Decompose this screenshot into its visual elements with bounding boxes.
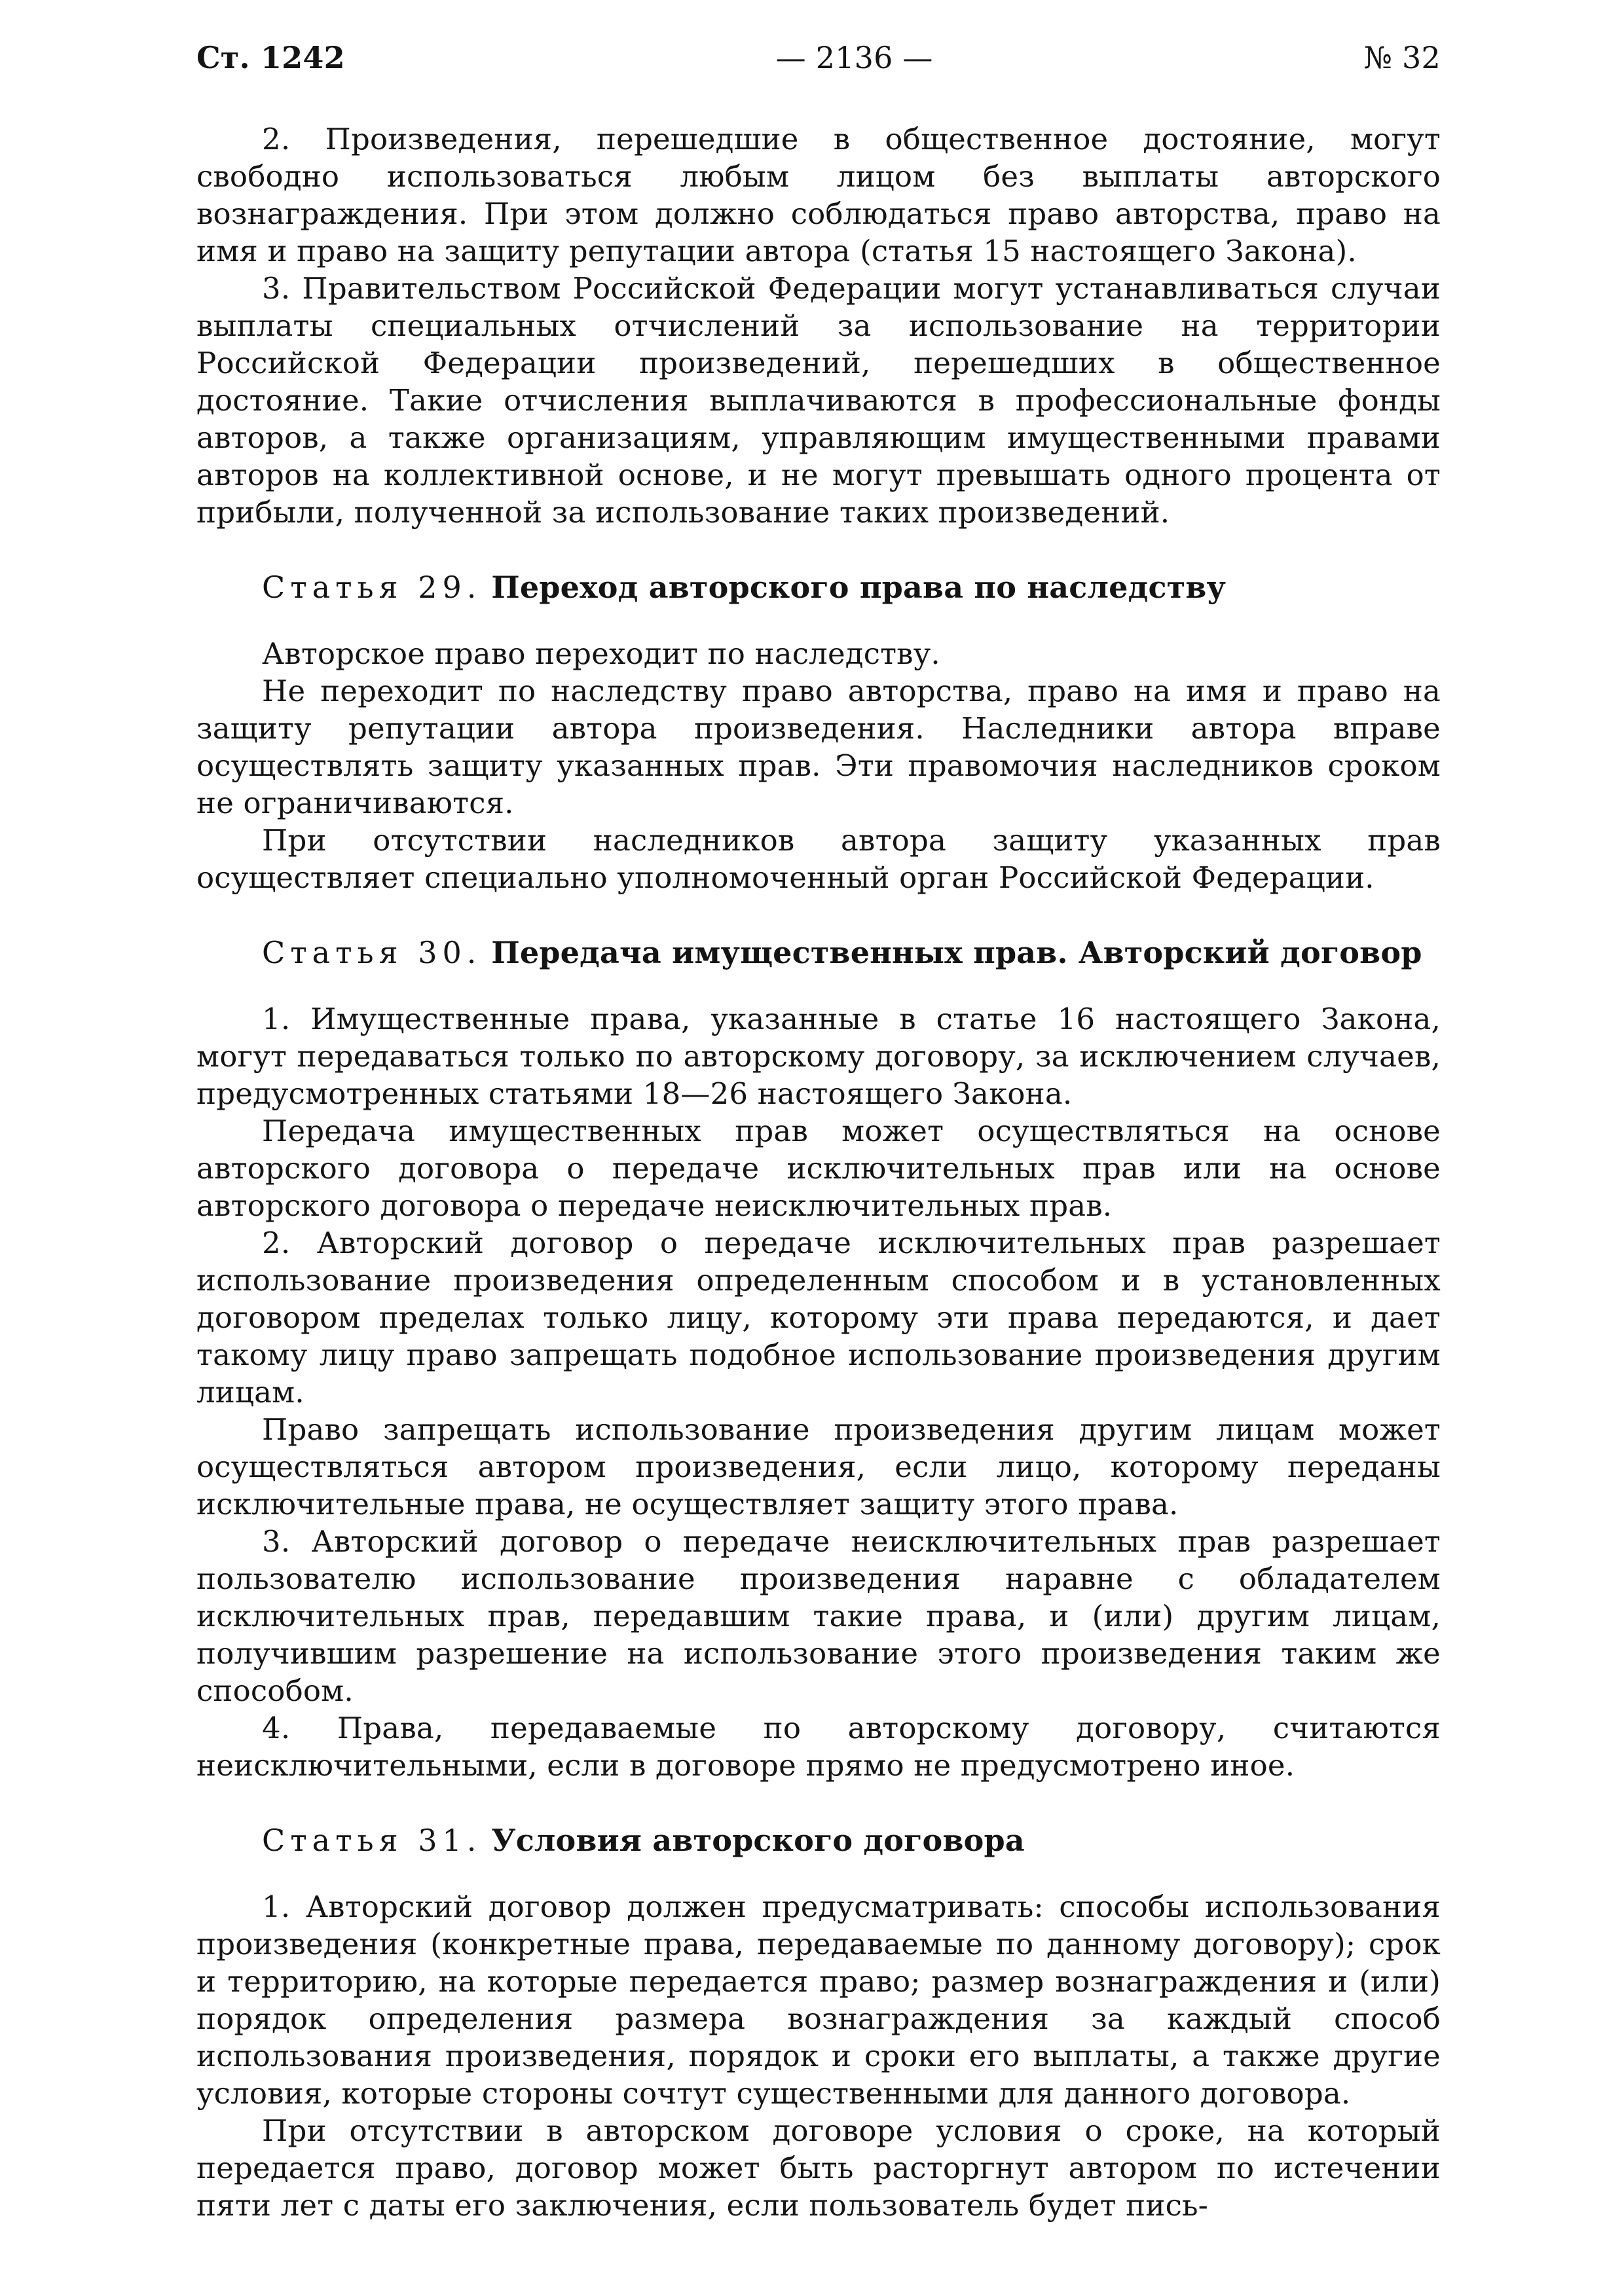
paragraph: 3. Авторский договор о передаче неисключительных прав разрешает пользователю использование произведения наравне с обладателем исключительных прав, передавшим такие права, и (или) другим лицам, получившим разрешение на использование этого произведения таким же способом. <box>196 1524 1441 1708</box>
paragraph: 2. Произведения, перешедшие в общественное достояние, могут свободно использоваться любым лицом без выплаты авторского вознаграждения. При этом должно соблюдаться право авторства, право на имя и право на защиту репутации автора (статья 15 настоящего Закона). <box>196 122 1441 268</box>
paragraph: Право запрещать использование произведения другим лицам может осуществляться автором произведения, если лицо, которому переданы исключительные права, не осуществляет защиту этого права. <box>196 1412 1441 1522</box>
article-heading <box>196 934 1441 972</box>
paragraph: 1. Авторский договор должен предусматривать: способы использования произведения (конкретные права, передаваемые по данному договору); срок и территорию, на которые передается право; размер вознаграждения и (или) порядок определения размера вознаграждения за каждый способ использования произведения, порядок и сроки его выплаты, а также другие условия, которые стороны сочтут существенными для данного договора. <box>196 1889 1441 2111</box>
document-page <box>196 39 1441 2224</box>
page-header <box>196 39 1441 81</box>
article-label: Статья 29. <box>262 570 482 605</box>
article-title: Условия авторского договора <box>491 1823 1025 1858</box>
paragraph: При отсутствии наследников автора защиту указанных прав осуществляет специально уполномоченный орган Российской Федерации. <box>196 823 1441 895</box>
article-heading <box>196 1822 1441 1859</box>
paragraph: 1. Имущественные права, указанные в статье 16 настоящего Закона, могут передаваться только по авторскому договору, за исключением случаев, предусмотренных статьями 18—26 настоящего Закона. <box>196 1002 1441 1111</box>
article-ref: Ст. 1242 <box>196 40 345 75</box>
paragraph: Передача имущественных прав может осуществляться на основе авторского договора о передаче исключительных прав или на основе авторского договора о передаче неисключительных прав. <box>196 1114 1441 1223</box>
paragraph: 4. Права, передаваемые по авторскому договору, считаются неисключительными, если в договоре прямо не предусмотрено иное. <box>196 1711 1441 1783</box>
article-title: Переход авторского права по наследству <box>491 570 1227 605</box>
article-title: Передача имущественных прав. Авторский договор <box>491 935 1422 970</box>
article-heading <box>196 569 1441 606</box>
paragraph: Авторское право переходит по наследству. <box>262 636 940 671</box>
paragraph: При отсутствии в авторском договоре условия о сроке, на который передается право, договор может быть расторгнут автором по истечении пяти лет с даты его заключения, если пользователь будет пись- <box>196 2113 1441 2223</box>
article-label: Статья 30. <box>262 935 482 970</box>
paragraph: Не переходит по наследству право авторства, право на имя и право на защиту репутации автора произведения. Наследники автора вправе осуществлять защиту указанных прав. Эти правомочия наследников сроком не ограничиваются. <box>196 674 1441 820</box>
paragraph: 2. Авторский договор о передаче исключительных прав разрешает использование произведения определенным способом и в установленных договором пределах только лицу, которому эти права передаются, и дает такому лицу право запрещать подобное использование произведения другим лицам. <box>196 1226 1441 1410</box>
article-label: Статья 31. <box>262 1823 482 1858</box>
page-number: — 2136 — <box>775 40 933 75</box>
issue-number: № 32 <box>1363 40 1441 75</box>
paragraph: 3. Правительством Российской Федерации могут устанавливаться случаи выплаты специальных отчислений за использование на территории Российской Федерации произведений, перешедших в общественное достояние. Такие отчисления выплачиваются в профессиональные фонды авторов, а также организациям, управляющим имущественными правами авторов на коллективной основе, и не могут превышать одного процента от прибыли, полученной за использование таких произведений. <box>196 271 1441 530</box>
